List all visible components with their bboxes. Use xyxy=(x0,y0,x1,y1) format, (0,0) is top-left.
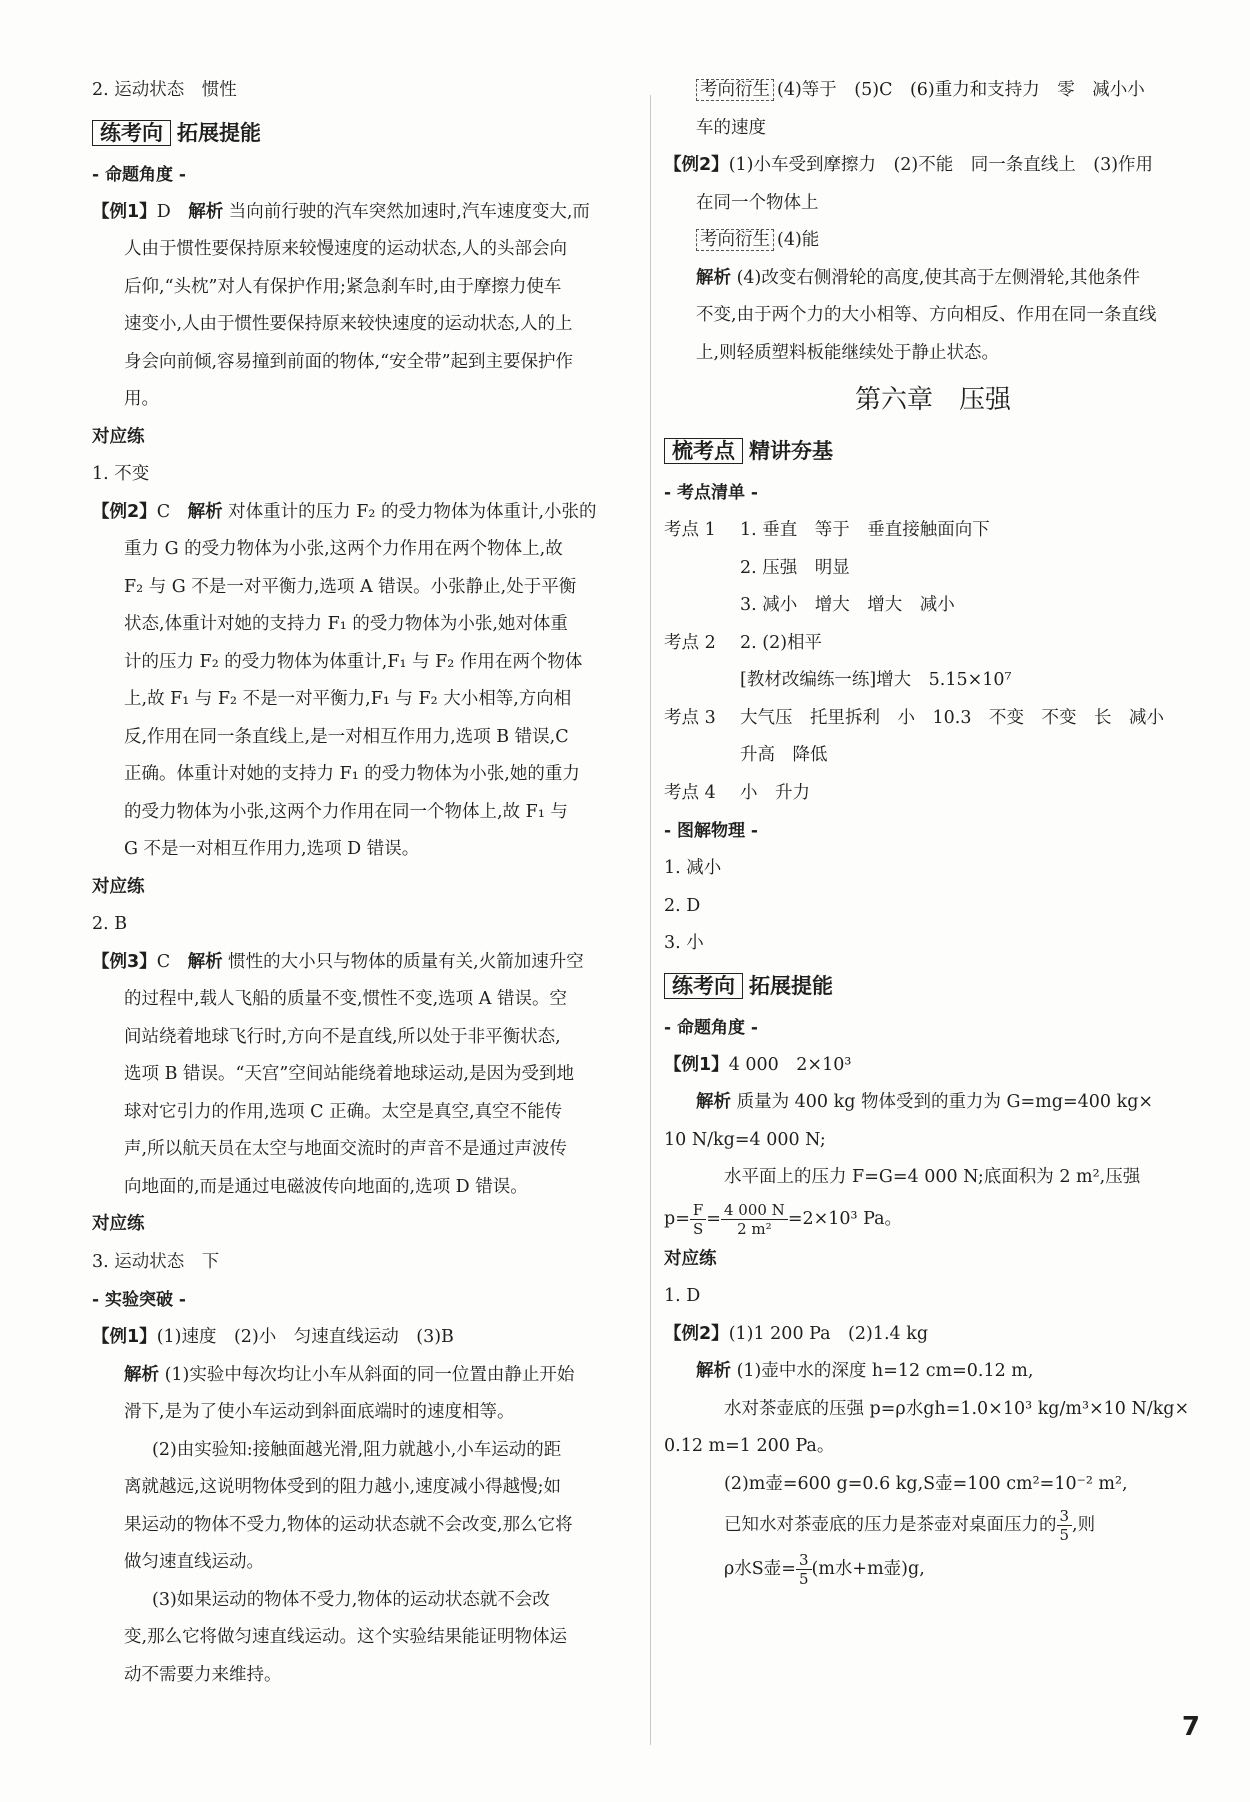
answer-line: 1. 减小 xyxy=(664,858,722,878)
analysis-label: 解析 xyxy=(188,201,224,222)
numerator: F xyxy=(690,1201,706,1220)
analysis-label: 解析 xyxy=(187,951,223,972)
subheading: - 考点清单 - xyxy=(664,483,758,503)
text-line: 3. 减小 增大 增大 减小 xyxy=(740,595,955,615)
text-line xyxy=(92,1357,652,1395)
text-line: 上,则轻质塑料板能继续处于静止状态。 xyxy=(696,342,1000,363)
text-line: 在同一个物体上 xyxy=(696,192,819,213)
kaodian-line xyxy=(664,775,1202,813)
text-span: (4)等于 (5)C (6)重力和支持力 零 减小小 xyxy=(777,80,1145,100)
formula-text: (m水+m壶)g, xyxy=(811,1559,925,1579)
kaodian-label: 考点 2 xyxy=(664,632,716,653)
text-line xyxy=(664,1353,1202,1391)
example-tag: 【例2】 xyxy=(664,1323,729,1344)
derivation-tag: 考向衍生 xyxy=(696,229,774,251)
left-column xyxy=(92,72,652,1694)
section-box: 梳考点 xyxy=(664,438,743,464)
numerator: 3 xyxy=(796,1551,812,1570)
numerator: 3 xyxy=(1057,1507,1073,1526)
subheading: - 命题角度 - xyxy=(92,164,186,185)
fraction xyxy=(1057,1507,1073,1544)
text-line: 水平面上的压力 F=G=4 000 N;底面积为 2 m²,压强 xyxy=(724,1167,1141,1187)
example-answer: D xyxy=(156,201,171,222)
text-line: 当向前行驶的汽车突然加速时,汽车速度变大,而 xyxy=(228,201,590,222)
formula-line xyxy=(664,1197,1202,1241)
formula-text: = xyxy=(706,1208,721,1229)
text-span: 小 升力 xyxy=(740,782,810,803)
section-title: 拓展提能 xyxy=(749,973,833,998)
example-answer: (1)1 200 Pa (2)1.4 kg xyxy=(728,1323,929,1344)
kaodian-label: 考点 3 xyxy=(664,707,716,728)
example-line xyxy=(92,194,652,232)
example-answer: C xyxy=(156,501,171,522)
example-tag: 【例1】 xyxy=(92,201,157,222)
text-line: 后仰,“头枕”对人有保护作用;紧急刹车时,由于摩擦力使车 xyxy=(124,276,562,297)
section-box: 练考向 xyxy=(664,973,743,999)
example-answer: (1)速度 (2)小 匀速直线运动 (3)B xyxy=(156,1327,454,1347)
example-tag: 【例1】 xyxy=(92,1327,157,1347)
text-line: 上,故 F₁ 与 F₂ 不是一对平衡力,F₁ 与 F₂ 大小相等,方向相 xyxy=(124,689,572,709)
text-line: 2. 压强 明显 xyxy=(740,557,850,578)
denominator: S xyxy=(692,1219,704,1238)
text-line: 球对它引力的作用,选项 C 正确。太空是真空,真空不能传 xyxy=(124,1101,563,1122)
denominator: 5 xyxy=(798,1570,809,1588)
text-span: 质量为 400 kg 物体受到的重力为 G=mg=400 kg× xyxy=(736,1092,1154,1112)
answer-line: 3. 小 xyxy=(664,933,704,953)
chapter-title: 第六章 压强 xyxy=(854,385,1011,415)
text-span: (1)实验中每次均让小车从斜面的同一位置由静止开始 xyxy=(164,1364,575,1385)
text-line: 变,那么它将做匀速直线运动。这个实验结果能证明物体运 xyxy=(124,1627,568,1647)
section-heading xyxy=(664,963,1202,1009)
text-line xyxy=(664,1503,1202,1547)
example-line xyxy=(92,494,652,532)
text-line: 重力 G 的受力物体为小张,这两个力作用在两个物体上,故 xyxy=(124,539,563,559)
example-line xyxy=(92,1319,652,1357)
example-line xyxy=(664,147,1202,185)
text-line: 对体重计的压力 F₂ 的受力物体为体重计,小张的 xyxy=(228,501,597,522)
text-line: 身会向前倾,容易撞到前面的物体,“安全带”起到主要保护作 xyxy=(124,351,574,372)
text-line xyxy=(664,72,1202,110)
text-line: 声,所以航天员在太空与地面交流时的声音不是通过声波传 xyxy=(124,1139,568,1159)
analysis-label: 解析 xyxy=(696,1361,731,1381)
subheading: - 实验突破 - xyxy=(92,1290,186,1310)
text-line: (2)由实验知:接触面越光滑,阻力就越小,小车运动的距 xyxy=(152,1439,562,1460)
kaodian-line xyxy=(664,700,1202,738)
analysis-label: 解析 xyxy=(124,1364,159,1385)
practice-heading: 对应练 xyxy=(92,876,145,897)
answer-line: 2. B xyxy=(92,914,128,934)
denominator: 5 xyxy=(1059,1526,1070,1544)
answer-line: 1. D xyxy=(664,1286,701,1306)
section-box: 练考向 xyxy=(92,120,171,146)
text-span: (4)改变右侧滑轮的高度,使其高于左侧滑轮,其他条件 xyxy=(736,267,1140,288)
text-span: 2. (2)相平 xyxy=(740,632,823,653)
kaodian-label: 考点 1 xyxy=(664,520,716,540)
text-span: (4)能 xyxy=(777,230,820,250)
text-span: 大气压 托里拆利 小 10.3 不变 不变 长 减小 xyxy=(740,707,1164,728)
text-line: 选项 B 错误。“天宫”空间站能绕着地球运动,是因为受到地 xyxy=(124,1064,574,1084)
section-title: 拓展提能 xyxy=(177,120,261,145)
practice-heading: 对应练 xyxy=(92,1214,145,1234)
text-line: 人由于惯性要保持原来较慢速度的运动状态,人的头部会向 xyxy=(124,239,568,259)
example-tag: 【例2】 xyxy=(92,501,157,522)
kaodian-line xyxy=(664,625,1202,663)
text-line xyxy=(664,222,1202,260)
example-tag: 【例1】 xyxy=(664,1054,729,1075)
subheading: - 图解物理 - xyxy=(664,821,758,841)
text-line: G 不是一对相互作用力,选项 D 错误。 xyxy=(124,839,420,859)
text-span: (1)小车受到摩擦力 (2)不能 同一条直线上 (3)作用 xyxy=(728,155,1154,175)
example-tag: 【例2】 xyxy=(664,155,729,175)
section-heading xyxy=(664,428,1202,474)
formula-text: =2×10³ Pa。 xyxy=(787,1208,903,1229)
text-line: (3)如果运动的物体不受力,物体的运动状态就不会改 xyxy=(152,1589,550,1610)
text-line: 正确。体重计对她的支持力 F₁ 的受力物体为小张,她的重力 xyxy=(124,764,580,784)
section-heading xyxy=(92,110,652,156)
analysis-label: 解析 xyxy=(696,267,731,288)
text-span: (1)壶中水的深度 h=12 cm=0.12 m, xyxy=(736,1361,1034,1381)
answer-line: 2. D xyxy=(664,895,701,916)
formula-text: p= xyxy=(664,1208,690,1229)
example-line xyxy=(664,1047,1202,1085)
text-line: 离就越远,这说明物体受到的阻力越小,速度减小得越慢;如 xyxy=(124,1477,562,1497)
answer-line: 3. 运动状态 下 xyxy=(92,1251,220,1272)
answer-line: 2. 运动状态 惯性 xyxy=(92,80,237,100)
text-line: 计的压力 F₂ 的受力物体为体重计,F₁ 与 F₂ 作用在两个物体 xyxy=(124,651,583,672)
practice-heading: 对应练 xyxy=(92,426,145,447)
fraction xyxy=(690,1201,706,1238)
numerator: 4 000 N xyxy=(721,1201,788,1220)
page-number: 7 xyxy=(1181,1712,1200,1742)
practice-heading: 对应练 xyxy=(664,1248,717,1269)
kaodian-line xyxy=(664,512,1202,550)
text-line: 果运动的物体不受力,物体的运动状态就不会改变,那么它将 xyxy=(124,1514,573,1535)
formula-line xyxy=(664,1547,1202,1591)
text-line: 10 N/kg=4 000 N; xyxy=(664,1129,826,1150)
text-line: 水对茶壶底的压强 p=ρ水gh=1.0×10³ kg/m³×10 N/kg× xyxy=(724,1398,1190,1419)
answer-line: 1. 不变 xyxy=(92,464,150,484)
example-answer: 4 000 2×10³ xyxy=(728,1054,852,1075)
fraction xyxy=(721,1201,788,1238)
text-line: 向地面的,而是通过电磁波传向地面的,选项 D 错误。 xyxy=(124,1176,528,1197)
text-line: 用。 xyxy=(124,389,159,409)
text-line xyxy=(664,1084,1202,1122)
text-line xyxy=(664,260,1202,298)
text-line: 间站绕着地球飞行时,方向不是直线,所以处于非平衡状态, xyxy=(124,1026,561,1047)
example-answer: C xyxy=(156,951,171,972)
text-line: 的过程中,载人飞船的质量不变,惯性不变,选项 A 错误。空 xyxy=(124,989,567,1009)
text-line: 速变小,人由于惯性要保持原来较快速度的运动状态,人的上 xyxy=(124,314,573,334)
text-span: 1. 垂直 等于 垂直接触面向下 xyxy=(740,520,990,540)
fraction xyxy=(796,1551,812,1588)
analysis-label: 解析 xyxy=(187,501,223,522)
text-line: 做匀速直线运动。 xyxy=(124,1552,264,1572)
text-line: 状态,体重计对她的支持力 F₁ 的受力物体为小张,她对体重 xyxy=(124,614,568,634)
example-tag: 【例3】 xyxy=(92,951,157,972)
text-line: 惯性的大小只与物体的质量有关,火箭加速升空 xyxy=(228,951,584,972)
text-line: 0.12 m=1 200 Pa。 xyxy=(664,1436,835,1456)
text-span: 已知水对茶壶底的压力是茶壶对桌面压力的 xyxy=(724,1515,1057,1535)
text-line: 滑下,是为了使小车运动到斜面底端时的速度相等。 xyxy=(124,1402,515,1422)
example-line xyxy=(664,1316,1202,1354)
text-line: F₂ 与 G 不是一对平衡力,选项 A 错误。小张静止,处于平衡 xyxy=(124,576,577,597)
example-line xyxy=(92,944,652,982)
text-line: 车的速度 xyxy=(696,117,766,138)
text-line: 反,作用在同一条直线上,是一对相互作用力,选项 B 错误,C xyxy=(124,726,569,747)
denominator: 2 m² xyxy=(737,1219,772,1238)
text-line: 的受力物体为小张,这两个力作用在同一个物体上,故 F₁ 与 xyxy=(124,801,568,822)
text-span: ,则 xyxy=(1072,1515,1096,1535)
formula-text: ρ水S壶= xyxy=(724,1559,796,1579)
text-line: 动不需要力来维持。 xyxy=(124,1664,282,1685)
kaodian-label: 考点 4 xyxy=(664,782,716,803)
text-line: 不变,由于两个力的大小相等、方向相反、作用在同一条直线 xyxy=(696,305,1157,325)
text-line: (2)m壶=600 g=0.6 kg,S壶=100 cm²=10⁻² m², xyxy=(724,1473,1128,1494)
text-line: 升高 降低 xyxy=(740,745,828,765)
subheading: - 命题角度 - xyxy=(664,1017,758,1038)
analysis-label: 解析 xyxy=(696,1092,731,1112)
derivation-tag: 考向衍生 xyxy=(696,79,774,101)
text-line: [教材改编练一练]增大 5.15×10⁷ xyxy=(740,670,1012,690)
right-column xyxy=(664,72,1202,1591)
section-title: 精讲夯基 xyxy=(749,439,833,463)
